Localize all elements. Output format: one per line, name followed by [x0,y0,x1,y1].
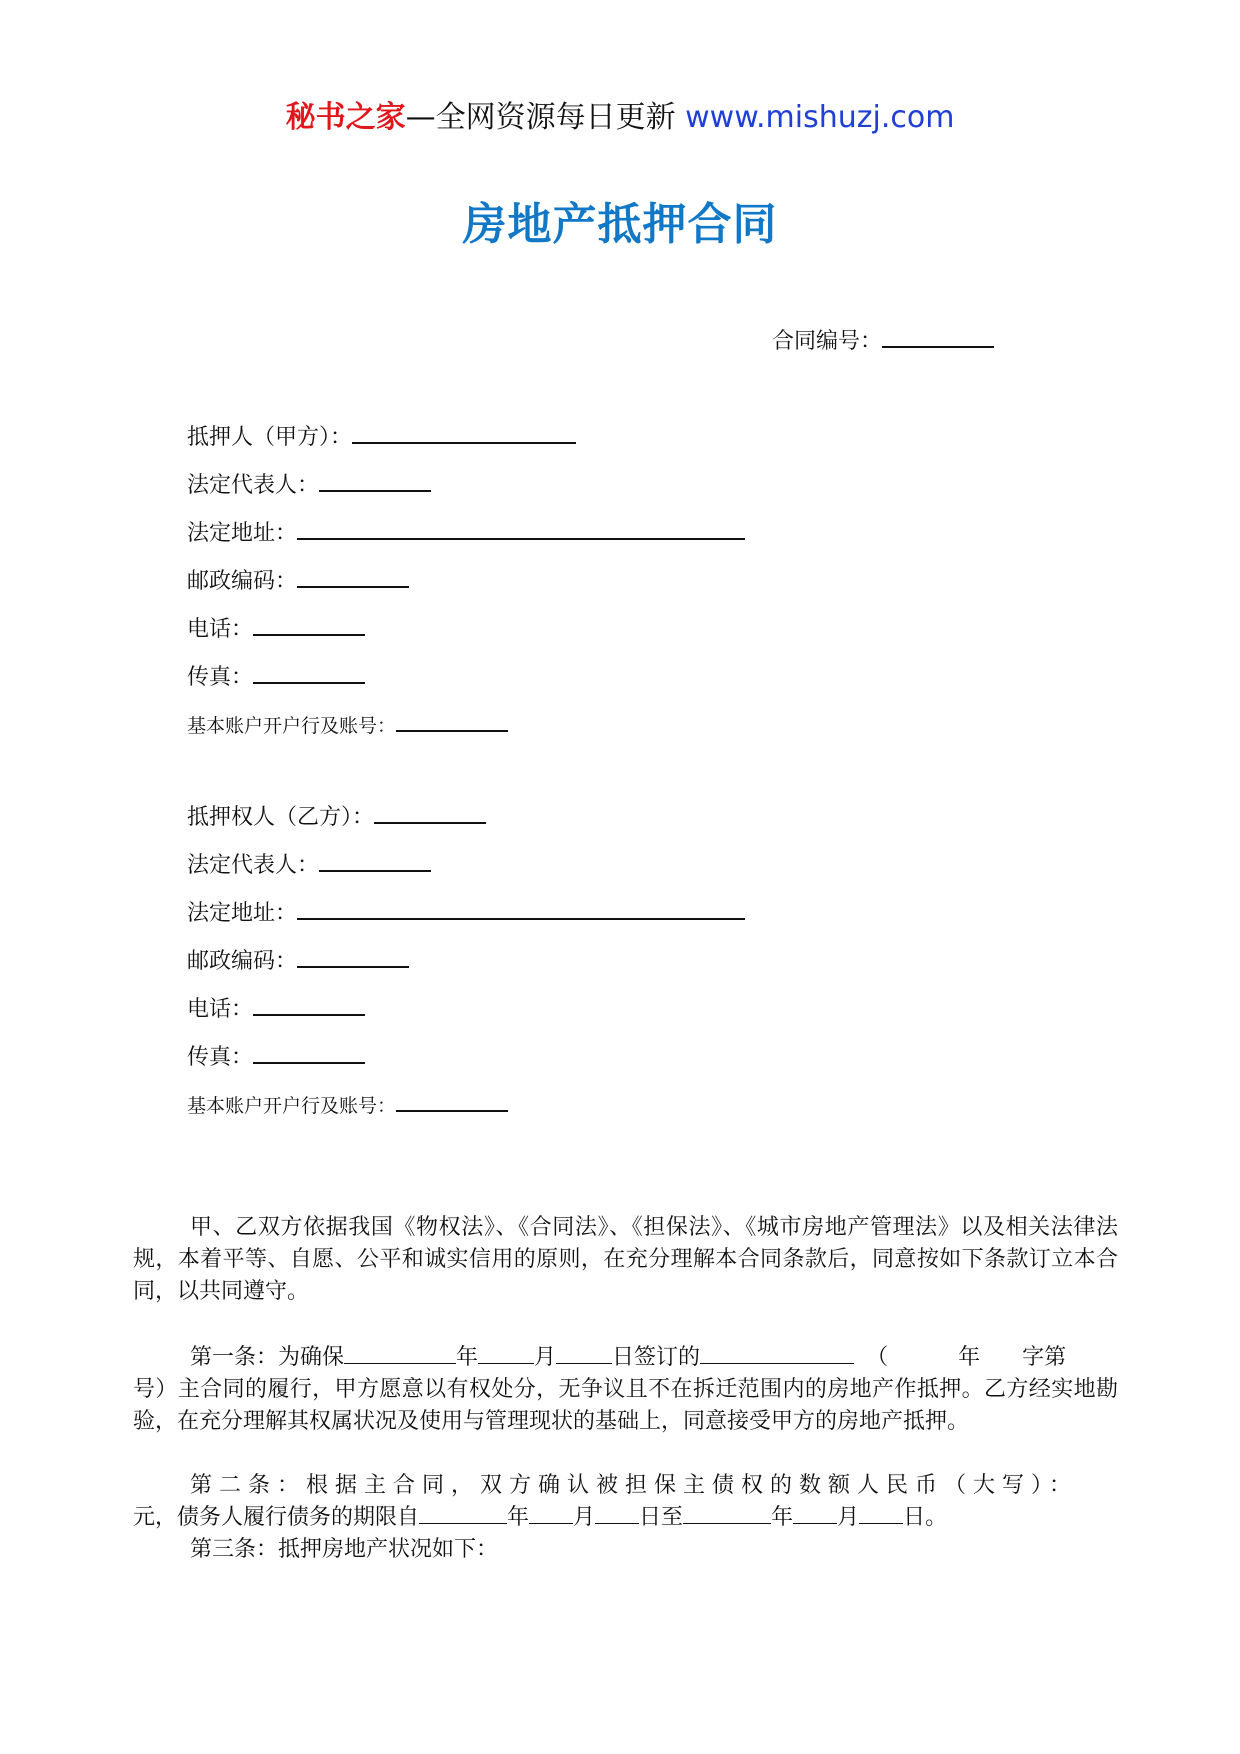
party-b-name-label: 抵押权人（乙方）： [187,805,375,830]
party-b-fax-label: 传真： [187,1045,254,1070]
party-a-account [187,710,508,738]
article-2-blank-f[interactable] [859,1505,903,1524]
party-b-address-blank[interactable] [297,898,745,920]
article-2 [133,1470,1118,1566]
party-a-address-label: 法定地址： [187,521,298,546]
article-1-word-no: 字第 [1022,1345,1067,1370]
party-a-postcode-blank[interactable] [297,566,409,588]
party-a-rep-blank[interactable] [319,470,431,492]
article-1-blank-c[interactable] [556,1345,612,1364]
article-1-blank-a[interactable] [344,1345,456,1364]
party-b-address-label: 法定地址： [187,901,298,926]
party-a-address [187,516,745,547]
party-a-postcode-label: 邮政编码： [187,569,298,594]
article-1-year-2: 年 [958,1345,981,1370]
party-a-rep-label: 法定代表人： [187,473,320,498]
party-b-phone-blank[interactable] [253,994,365,1016]
party-a-postcode [187,564,409,595]
article-2-line-1: 第二条：根据主合同，双方确认被担保主债权的数额人民币（大写）： [190,1473,1079,1498]
party-b-postcode [187,944,409,975]
party-b-rep-blank[interactable] [319,850,431,872]
article-2-month: 月 [573,1505,596,1530]
slogan: —全网资源每日更新 [405,100,676,135]
article-1 [133,1342,1118,1438]
article-1-rest: 号）主合同的履行，甲方愿意以有权处分，无争议且不在拆迁范围内的房地产作抵押。乙方经实地勘验，在充分理解其权属状况及使用与管理现状的基础上，同意接受甲方的房地产抵押。 [133,1377,1118,1434]
party-a-account-label: 基本账户开户行及账号： [187,715,397,737]
article-2-year-2: 年 [771,1505,794,1530]
party-a-address-blank[interactable] [297,518,745,540]
contract-number [772,324,994,355]
brand-name: 秘书之家 [285,100,406,135]
article-2-to: 日至 [639,1505,684,1530]
party-a-fax-label: 传真： [187,665,254,690]
article-2-line-2 [133,1502,1118,1534]
party-b-account-blank[interactable] [396,1090,508,1112]
party-b-phone-label: 电话： [187,997,254,1022]
site-link[interactable]: www.mishuzj.com [685,100,955,135]
party-a-phone [187,612,365,643]
article-2-day-end: 日。 [903,1505,948,1530]
party-a-phone-blank[interactable] [253,614,365,636]
party-a-account-blank[interactable] [396,710,508,732]
article-1-year: 年 [456,1345,479,1370]
party-a-fax-blank[interactable] [253,662,365,684]
preamble-paragraph: 甲、乙双方依据我国《物权法》、《合同法》、《担保法》、《城市房地产管理法》以及相关法律法规，本着平等、自愿、公平和诚实信用的原则，在充分理解本合同条款后，同意按如下条款订立本合同，以共同遵守。 [133,1215,1118,1304]
party-a-phone-label: 电话： [187,617,254,642]
party-b-name [187,800,486,831]
contract-number-blank[interactable] [882,326,994,348]
contract-number-label: 合同编号： [772,329,883,354]
article-1-blank-b[interactable] [478,1345,534,1364]
party-a-fax [187,660,365,691]
party-b-address [187,896,745,927]
party-a-name [187,420,576,451]
article-1-month: 月 [534,1345,557,1370]
party-b-rep-label: 法定代表人： [187,853,320,878]
party-b-postcode-blank[interactable] [297,946,409,968]
article-1-line-1 [133,1342,1118,1374]
article-1-signed: 日签订的 [612,1345,701,1370]
party-b-postcode-label: 邮政编码： [187,949,298,974]
party-b-fax [187,1040,365,1071]
party-a-name-label: 抵押人（甲方）： [187,425,353,450]
party-b-name-blank[interactable] [374,802,486,824]
article-1-paren: （ [866,1345,889,1370]
article-2-month-2: 月 [837,1505,860,1530]
article-1-text: 第一条：为确保 [190,1345,345,1370]
party-b-account-label: 基本账户开户行及账号： [187,1095,397,1117]
article-2-blank-d[interactable] [683,1505,771,1524]
article-2-blank-a[interactable] [419,1505,507,1524]
article-1-blank-d[interactable] [700,1345,854,1364]
article-2-blank-b[interactable] [529,1505,573,1524]
party-b-fax-blank[interactable] [253,1042,365,1064]
article-2-blank-c[interactable] [595,1505,639,1524]
site-header [0,98,1240,138]
party-a-name-blank[interactable] [352,422,576,444]
party-b-rep [187,848,431,879]
party-b-phone [187,992,365,1023]
article-2-text: 元，债务人履行债务的期限自 [133,1505,420,1530]
party-a-rep [187,468,431,499]
article-2-year: 年 [507,1505,530,1530]
article-2-blank-e[interactable] [793,1505,837,1524]
party-b-account [187,1090,508,1118]
article-3: 第三条：抵押房地产状况如下： [190,1537,499,1562]
document-title: 房地产抵押合同 [462,199,778,250]
